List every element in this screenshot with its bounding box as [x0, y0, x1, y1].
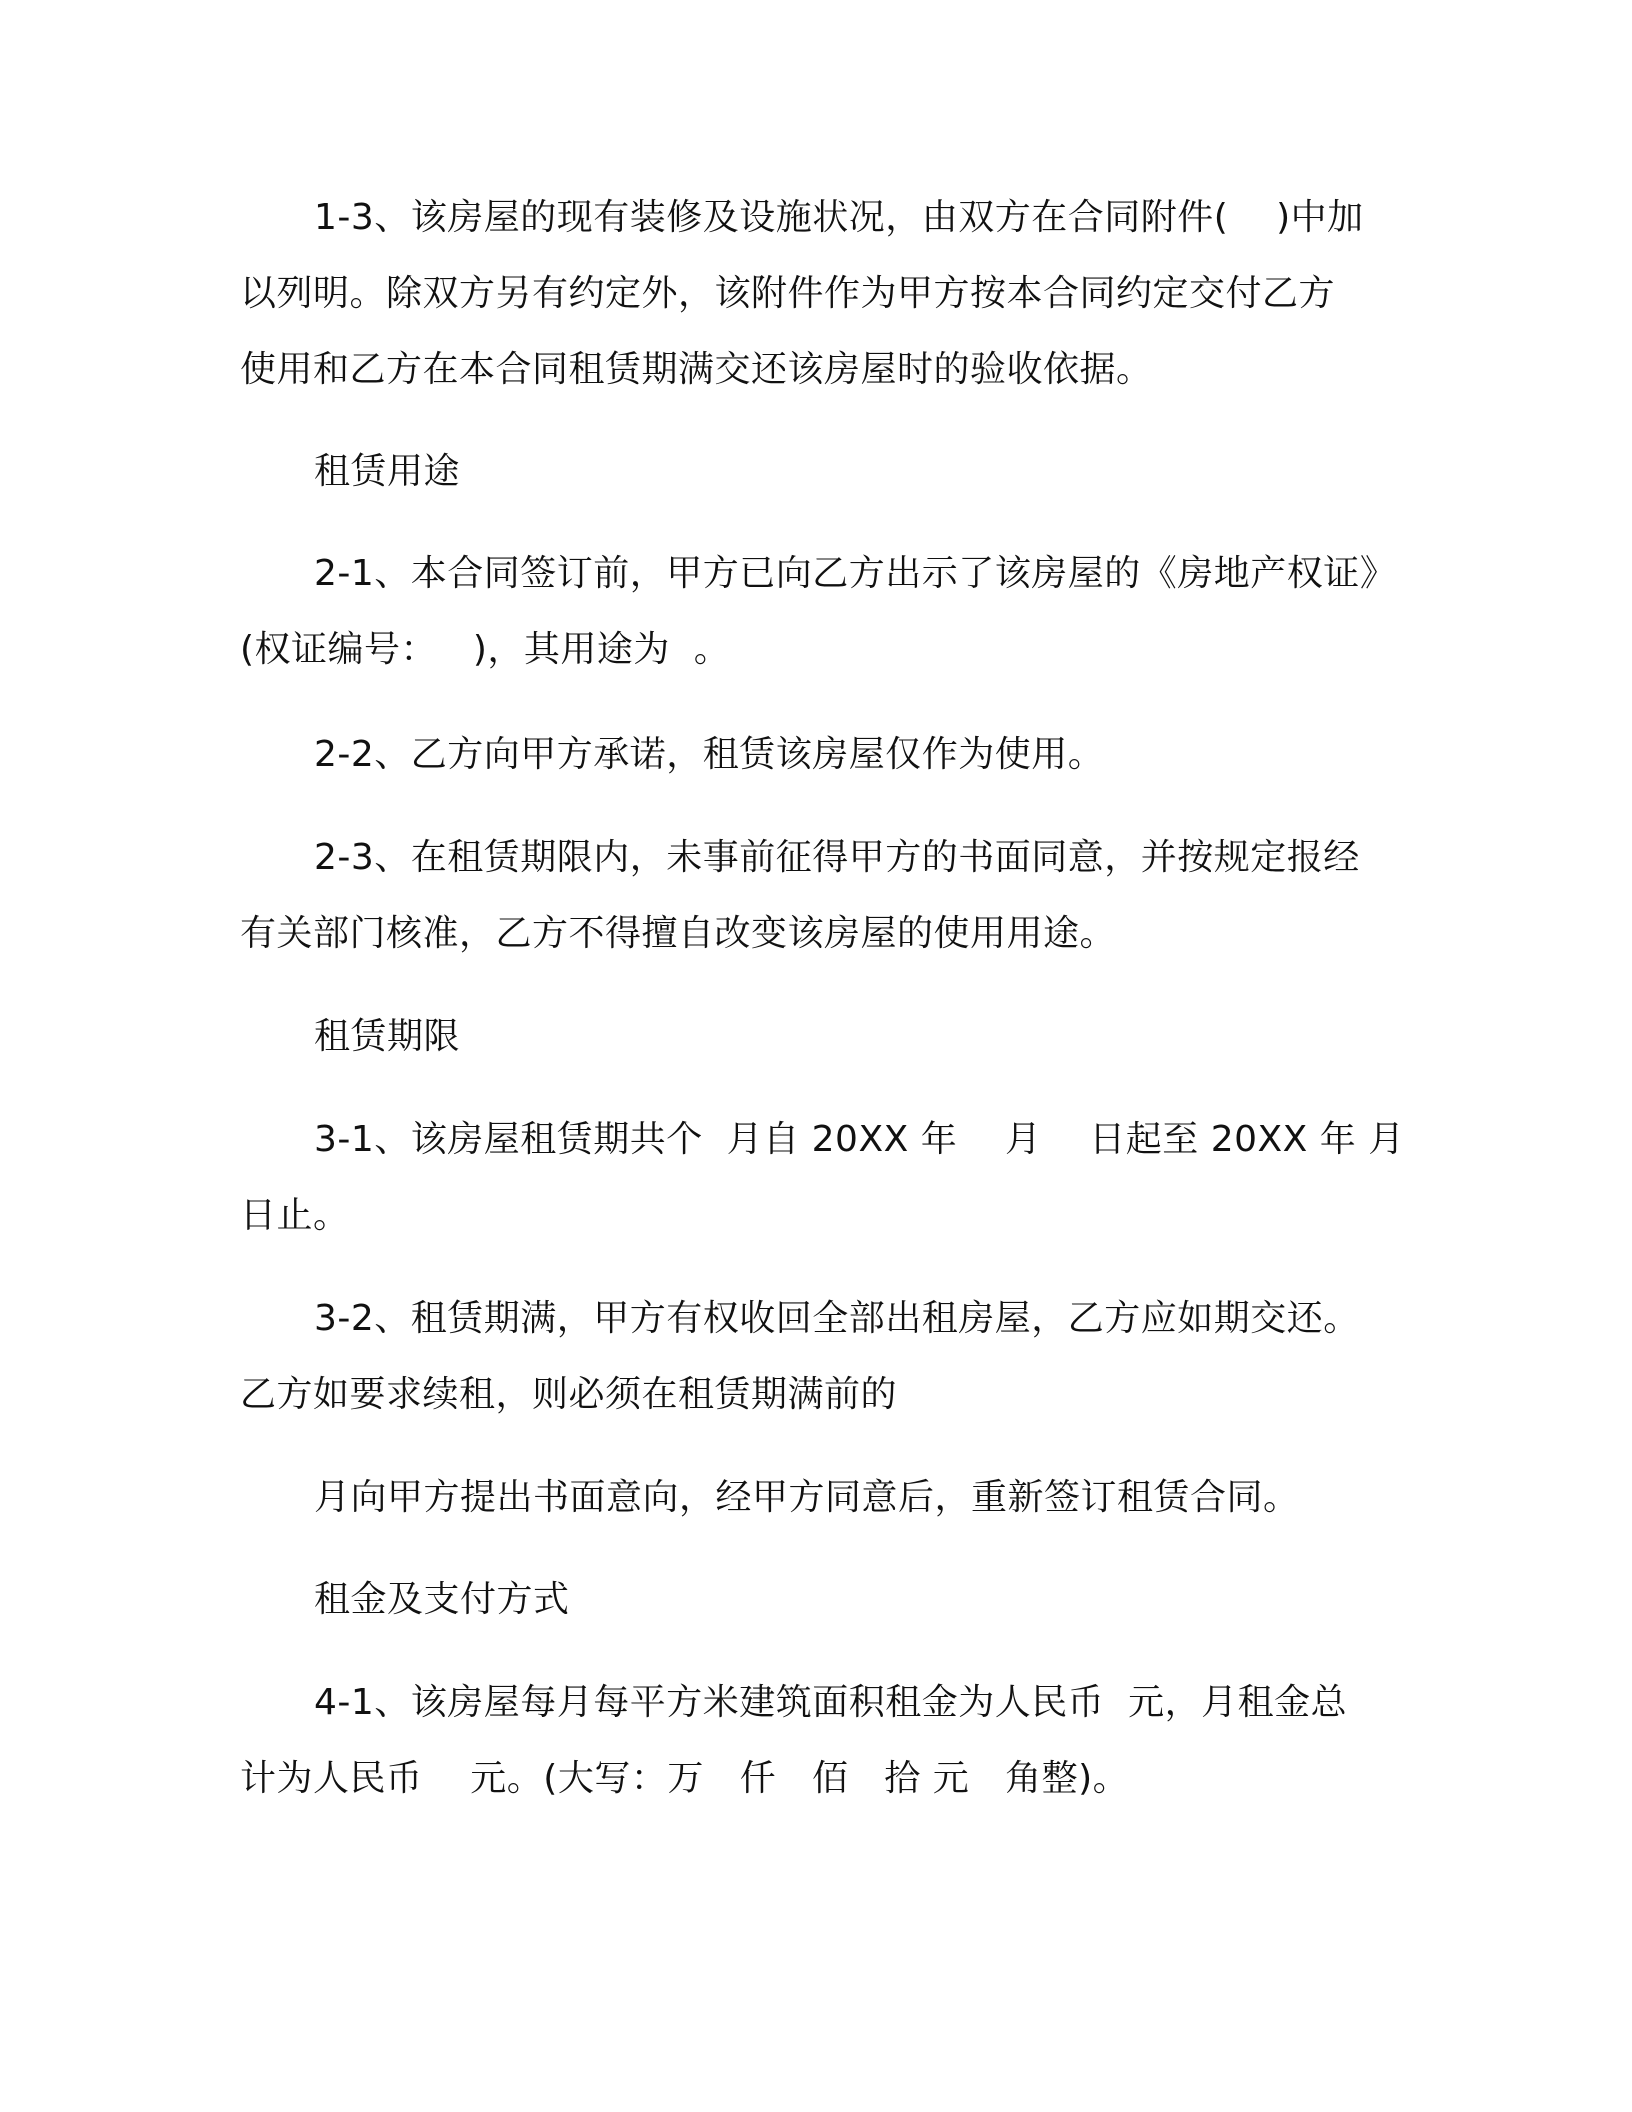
text-line: 月向甲方提出书面意向，经甲方同意后，重新签订租赁合同。: [314, 1477, 1300, 1518]
section-heading: 租金及支付方式: [314, 1579, 570, 1620]
text-line: 有关部门核准，乙方不得擅自改变该房屋的使用用途。: [240, 913, 1117, 954]
text-line: 2-1、本合同签订前，甲方已向乙方出示了该房屋的《房地产权证》: [314, 553, 1397, 594]
text-line: 3-2、租赁期满，甲方有权收回全部出租房屋，乙方应如期交还。: [314, 1298, 1360, 1339]
text-line: 2-3、在租赁期限内，未事前征得甲方的书面同意，并按规定报经: [314, 837, 1360, 878]
text-line: 计为人民币 元。(大写：万 仟 佰 拾 元 角整)。: [240, 1758, 1130, 1799]
text-line: 3-1、该房屋租赁期共个 月自 20XX 年 月 日起至 20XX 年 月: [314, 1119, 1405, 1160]
text-line: 4-1、该房屋每月每平方米建筑面积租金为人民币 元，月租金总: [314, 1682, 1348, 1723]
section-heading: 租赁用途: [314, 451, 461, 492]
text-line: 日止。: [240, 1195, 350, 1236]
text-line: 乙方如要求续租，则必须在租赁期满前的: [240, 1374, 898, 1415]
text-line: 使用和乙方在本合同租赁期满交还该房屋时的验收依据。: [240, 349, 1153, 390]
text-line: 1-3、该房屋的现有装修及设施状况，由双方在合同附件( )中加: [314, 197, 1364, 238]
text-line: 2-2、乙方向甲方承诺，租赁该房屋仅作为使用。: [314, 734, 1105, 775]
section-heading: 租赁期限: [314, 1016, 461, 1057]
text-line: (权证编号： )，其用途为 。: [240, 629, 731, 670]
text-line: 以列明。除双方另有约定外，该附件作为甲方按本合同约定交付乙方: [240, 273, 1336, 314]
